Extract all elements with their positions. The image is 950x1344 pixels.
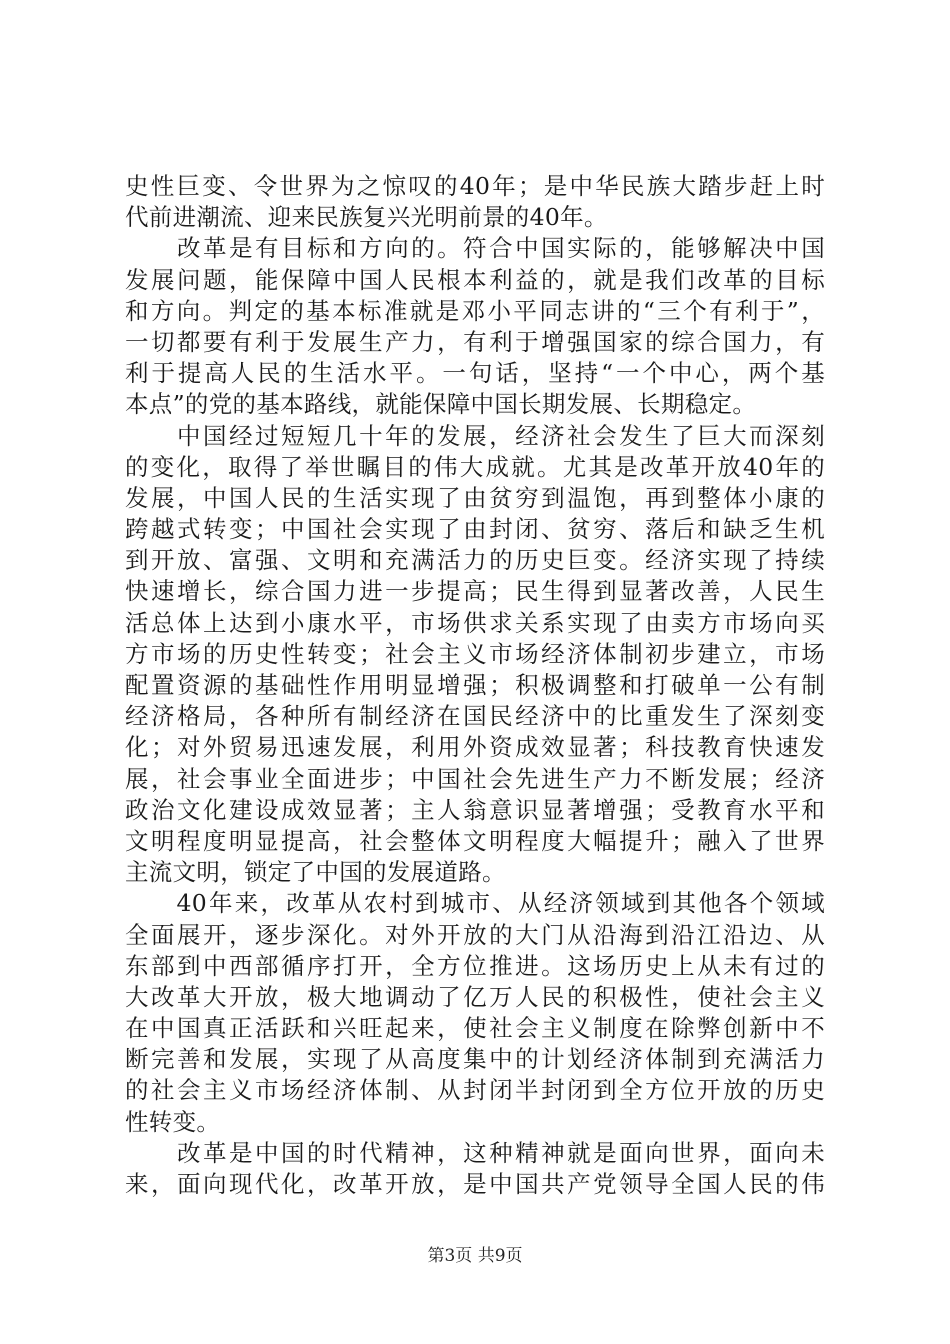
- text-line: 的社会主义市场经济体制、从封闭半封闭到全方位开放的历史: [125, 1076, 825, 1105]
- text-line: 代前进潮流、迎来民族复兴光明前景的40年。: [125, 203, 608, 232]
- text-line: 跨越式转变；中国社会实现了由封闭、贫穷、落后和缺乏生机: [125, 515, 825, 544]
- text-line: 40年来，改革从农村到城市、从经济领域到其他各个领域: [125, 889, 825, 918]
- text-line: 展，社会事业全面进步；中国社会先进生产力不断发展；经济: [125, 764, 825, 793]
- text-line: 政治文化建设成效显著；主人翁意识显著增强；受教育水平和: [125, 795, 825, 824]
- text-line: 化；对外贸易迅速发展，利用外资成效显著；科技教育快速发: [125, 733, 825, 762]
- text-line: 中国经过短短几十年的发展，经济社会发生了巨大而深刻: [125, 421, 825, 450]
- text-line: 断完善和发展，实现了从高度集中的计划经济体制到充满活力: [125, 1045, 825, 1074]
- text-line: 经济格局，各种所有制经济在国民经济中的比重发生了深刻变: [125, 702, 825, 731]
- text-line: 文明程度明显提高，社会整体文明程度大幅提升；融入了世界: [125, 826, 825, 855]
- text-line: 到开放、富强、文明和充满活力的历史巨变。经济实现了持续: [125, 546, 825, 575]
- text-line: 主流文明，锁定了中国的发展道路。: [125, 858, 506, 887]
- text-line: 一切都要有利于发展生产力，有利于增强国家的综合国力，有: [125, 327, 825, 356]
- text-line: 活总体上达到小康水平，市场供求关系实现了由卖方市场向买: [125, 608, 825, 637]
- text-line: 改革是中国的时代精神，这种精神就是面向世界，面向未: [125, 1138, 825, 1167]
- text-line: 发展问题，能保障中国人民根本利益的，就是我们改革的目标: [125, 265, 825, 294]
- text-line: 快速增长，综合国力进一步提高；民生得到显著改善，人民生: [125, 577, 825, 606]
- text-line: 全面展开，逐步深化。对外开放的大门从沿海到沿江沿边、从: [125, 920, 825, 949]
- document-body: [125, 171, 825, 1200]
- text-line: 本点”的党的基本路线，就能保障中国长期发展、长期稳定。: [125, 390, 757, 419]
- text-line: 利于提高人民的生活水平。一句话，坚持“一个中心，两个基: [125, 359, 825, 388]
- text-line: 来，面向现代化，改革开放，是中国共产党领导全国人民的伟: [125, 1170, 825, 1198]
- text-line: 史性巨变、令世界为之惊叹的40年；是中华民族大踏步赶上时: [125, 172, 825, 200]
- text-line: 大改革大开放，极大地调动了亿万人民的积极性，使社会主义: [125, 982, 825, 1011]
- text-line: 改革是有目标和方向的。符合中国实际的，能够解决中国: [125, 234, 825, 263]
- text-line: 和方向。判定的基本标准就是邓小平同志讲的“三个有利于”，: [125, 296, 825, 325]
- text-line: 在中国真正活跃和兴旺起来，使社会主义制度在除弊创新中不: [125, 1014, 825, 1043]
- text-line: 方市场的历史性转变；社会主义市场经济体制初步建立，市场: [125, 639, 825, 668]
- text-line: 性转变。: [125, 1107, 221, 1136]
- text-line: 配置资源的基础性作用明显增强；积极调整和打破单一公有制: [125, 671, 825, 699]
- text-line: 的变化，取得了举世瞩目的伟大成就。尤其是改革开放40年的: [125, 452, 825, 481]
- text-line: 东部到中西部循序打开，全方位推进。这场历史上从未有过的: [125, 951, 825, 980]
- page-footer: 第3页 共9页: [427, 1246, 523, 1266]
- text-line: 发展，中国人民的生活实现了由贫穷到温饱，再到整体小康的: [125, 483, 825, 512]
